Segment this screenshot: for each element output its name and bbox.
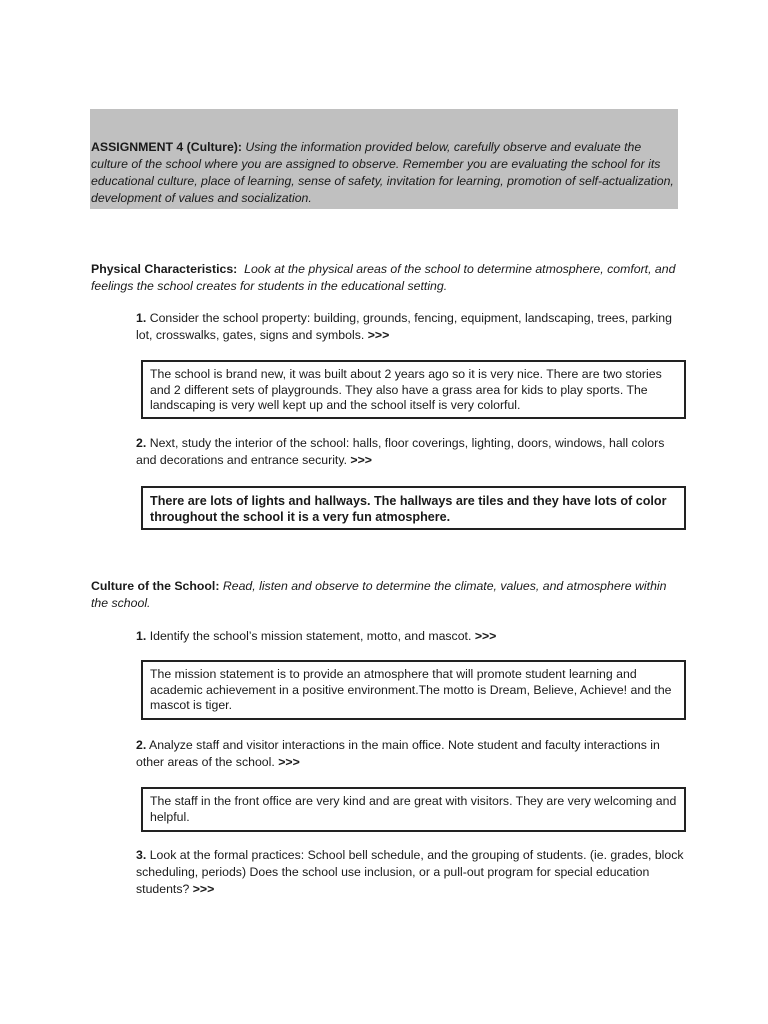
question-text: Look at the formal practices: School bell schedule, and the grouping of students. (ie. grades, block scheduling, periods) Does the school use inclusion, or a pull-out program for special education students? (136, 848, 684, 896)
question-arrow: >>> (350, 453, 372, 467)
question-arrow: >>> (278, 755, 300, 769)
physical-question-1 (136, 310, 686, 344)
question-text: Identify the school’s mission statement, motto, and mascot. (149, 629, 472, 643)
physical-answer-1[interactable]: The school is brand new, it was built about 2 years ago so it is very nice. There are two stories and 2 different sets of playgrounds. They also have a grass area for kids to play sports. The landscaping is very well kept up and the school itself is very colorful. (141, 360, 686, 419)
culture-answer-1[interactable]: The mission statement is to provide an atmosphere that will promote student learning and academic achievement in a positive environment.The motto is Dream, Believe, Achieve! and the mascot is tiger. (141, 660, 686, 720)
culture-question-1 (136, 628, 686, 645)
culture-section-header (91, 578, 681, 612)
physical-heading: Physical Characteristics: (91, 262, 238, 276)
question-arrow: >>> (192, 882, 215, 896)
physical-answer-2[interactable]: There are lots of lights and hallways. The hallways are tiles and they have lots of color throughout the school it is a very fun atmosphere. (141, 486, 686, 530)
physical-description: Look at the physical areas of the school to determine atmosphere, comfort, and feelings the school creates for students in the educational setting. (91, 262, 676, 293)
question-arrow: >>> (474, 629, 497, 643)
culture-question-3 (136, 847, 686, 898)
question-text: Consider the school property: building, grounds, fencing, equipment, landscaping, trees, parking lot, crosswalks, gates, signs and symbols. (136, 311, 672, 342)
assignment-banner (90, 109, 678, 209)
culture-heading: Culture of the School: (91, 579, 220, 593)
assignment-title: ASSIGNMENT 4 (Culture): (91, 140, 242, 154)
culture-description: Read, listen and observe to determine the climate, values, and atmosphere within the school. (91, 579, 667, 610)
physical-section-header (91, 261, 681, 295)
culture-answer-2[interactable]: The staff in the front office are very kind and are great with visitors. They are very welcoming and helpful. (141, 787, 686, 832)
question-number: 1. (136, 629, 147, 643)
culture-question-2 (136, 737, 686, 771)
question-number: 3. (136, 848, 147, 862)
question-number: 2. (136, 738, 147, 752)
physical-question-2 (136, 435, 686, 469)
question-arrow: >>> (367, 328, 390, 342)
question-text: Next, study the interior of the school: halls, floor coverings, lighting, doors, windows, hall colors and decorations and entrance security. (136, 436, 665, 467)
assignment-instructions: Using the information provided below, carefully observe and evaluate the culture of the school where you are assigned to observe. Remember you are evaluating the school for its educational culture, place of learning, sense of safety, invitation for learning, promotion of self-actualization, development of values and socialization. (91, 140, 674, 205)
question-text: Analyze staff and visitor interactions in the main office. Note student and faculty interactions in other areas of the school. (136, 738, 660, 769)
question-number: 2. (136, 436, 147, 450)
question-number: 1. (136, 311, 147, 325)
